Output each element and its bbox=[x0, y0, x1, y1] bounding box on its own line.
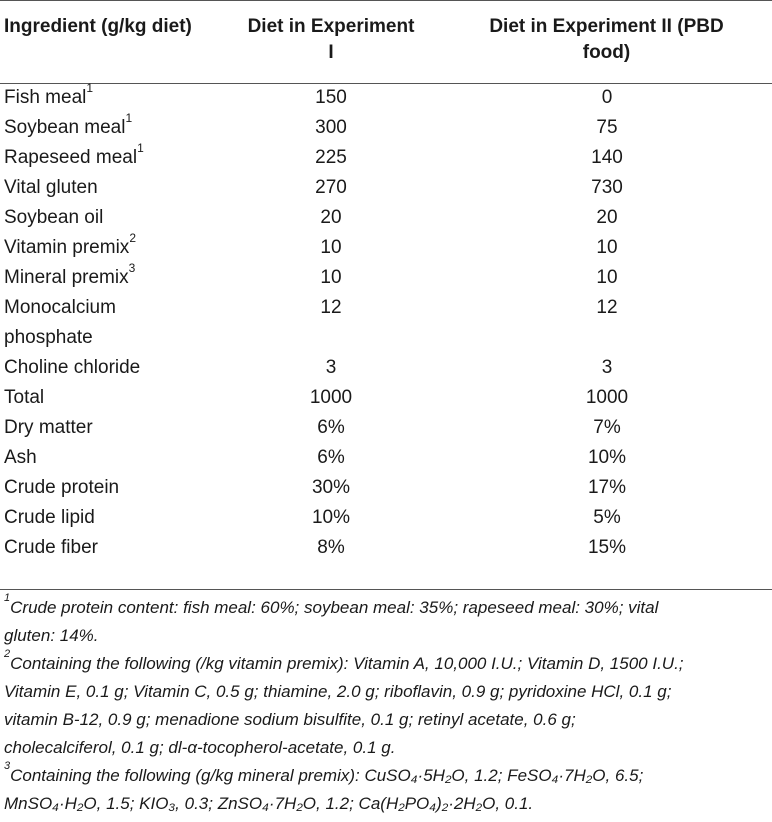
experiment-1-value: 12 bbox=[320, 297, 342, 318]
table-row bbox=[0, 203, 772, 233]
table-row bbox=[0, 473, 772, 503]
experiment-1-value: 8% bbox=[317, 537, 345, 558]
experiment-1-value: 30% bbox=[311, 477, 351, 498]
header-experiment-1 bbox=[240, 0, 422, 69]
ingredient-cell bbox=[0, 69, 240, 113]
header-experiment-2-line1: Diet in Experiment II (PBD bbox=[489, 16, 724, 37]
footnote-2-line-3 bbox=[4, 706, 772, 734]
footnote-2-mark: 2 bbox=[4, 648, 11, 661]
ingredient-cell bbox=[0, 203, 240, 233]
footnote-3-line-2 bbox=[4, 790, 772, 818]
footnotes bbox=[0, 594, 772, 818]
footnote-ref: 2 bbox=[129, 230, 136, 245]
ingredient-name: Soybean meal bbox=[4, 117, 126, 138]
ingredient-name: Mineral premix bbox=[4, 267, 129, 288]
footnote-2-text-cont-b: vitamin B-12, 0.9 g; menadione sodium bisulfite, 0.1 g; retinyl acetate, 0.6 g; bbox=[4, 710, 576, 729]
ingredient-name: Vital gluten bbox=[4, 177, 98, 198]
ingredient-name: Fish meal bbox=[4, 87, 87, 108]
ingredient-name: Crude fiber bbox=[4, 537, 98, 558]
experiment-1-value: 270 bbox=[315, 177, 347, 198]
ingredient-cell bbox=[0, 443, 240, 473]
table-row bbox=[0, 263, 772, 293]
table-row bbox=[0, 173, 772, 203]
ingredient-cell bbox=[0, 503, 240, 533]
footnote-ref: 1 bbox=[137, 140, 144, 155]
experiment-1-value: 10 bbox=[320, 267, 342, 288]
experiment-2-value: 20 bbox=[596, 207, 618, 228]
footnote-3-text-cont: MnSO₄·H₂O, 1.5; KIO₃, 0.3; ZnSO₄·7H₂O, 1.2; Ca(H₂PO₄)₂·2H₂O, 0.1. bbox=[4, 794, 534, 813]
experiment-1-value: 6% bbox=[317, 447, 345, 468]
footnote-3-mark: 3 bbox=[4, 760, 11, 773]
experiment-2-value: 7% bbox=[593, 417, 621, 438]
ingredient-name: Monocalcium bbox=[4, 297, 116, 318]
footnote-2-line-4 bbox=[4, 734, 772, 762]
footnote-ref: 3 bbox=[128, 260, 136, 275]
experiment-2-value: 140 bbox=[591, 147, 623, 168]
table-row bbox=[0, 443, 772, 473]
ingredient-cell bbox=[0, 293, 240, 353]
bottom-rule bbox=[0, 589, 772, 590]
ingredient-cell bbox=[0, 260, 240, 293]
table-row bbox=[0, 413, 772, 443]
experiment-1-value: 225 bbox=[315, 147, 347, 168]
experiment-1-value: 3 bbox=[325, 357, 337, 378]
header-experiment-1-line1: Diet in Experiment bbox=[247, 16, 415, 37]
ingredient-cell bbox=[0, 140, 240, 173]
ingredient-name: Crude protein bbox=[4, 477, 120, 498]
experiment-1-value: 1000 bbox=[309, 387, 353, 408]
ingredient-cell bbox=[0, 173, 240, 203]
ingredient-name-cont: phosphate bbox=[4, 327, 93, 348]
experiment-2-value: 3 bbox=[601, 357, 613, 378]
ingredient-cell bbox=[0, 473, 240, 503]
table-row bbox=[0, 233, 772, 263]
ingredient-cell bbox=[0, 383, 240, 413]
footnote-1-text-cont: gluten: 14%. bbox=[4, 626, 99, 645]
ingredient-name: Soybean oil bbox=[4, 207, 104, 228]
ingredient-cell bbox=[0, 533, 240, 563]
table-row bbox=[0, 69, 772, 113]
footnote-2-text: Containing the following (/kg vitamin premix): Vitamin A, 10,000 I.U.; Vitamin D, 1500 I.U.; bbox=[10, 654, 684, 673]
header-row bbox=[0, 0, 772, 69]
experiment-2-value: 10 bbox=[596, 237, 618, 258]
table-row bbox=[0, 293, 772, 353]
experiment-2-value: 17% bbox=[587, 477, 627, 498]
experiment-1-value: 10 bbox=[320, 237, 342, 258]
footnote-1-text: Crude protein content: fish meal: 60%; soybean meal: 35%; rapeseed meal: 30%; vital bbox=[10, 598, 659, 617]
experiment-1-value: 6% bbox=[317, 417, 345, 438]
experiment-2-value: 75 bbox=[596, 117, 618, 138]
footnote-1-line-2 bbox=[4, 622, 772, 650]
footnote-1-mark: 1 bbox=[4, 592, 11, 605]
table-row bbox=[0, 143, 772, 173]
experiment-2-value: 12 bbox=[596, 297, 618, 318]
ingredient-name: Vitamin premix bbox=[4, 237, 130, 258]
experiment-2-value: 10 bbox=[596, 267, 618, 288]
header-experiment-1-line2: I bbox=[328, 42, 334, 63]
footnote-ref: 1 bbox=[125, 110, 133, 125]
ingredient-name: Ash bbox=[4, 447, 37, 468]
experiment-2-value: 730 bbox=[591, 177, 623, 198]
footnote-ref: 1 bbox=[86, 80, 94, 95]
footnote-1-line-1 bbox=[4, 594, 772, 622]
experiment-2-value: 0 bbox=[601, 87, 613, 108]
experiment-1-value: 150 bbox=[315, 87, 347, 108]
ingredient-cell bbox=[0, 353, 240, 383]
header-experiment-2-line2: food) bbox=[582, 42, 631, 63]
ingredient-name: Choline chloride bbox=[4, 357, 141, 378]
table-row bbox=[0, 353, 772, 383]
experiment-2-value: 10% bbox=[587, 447, 627, 468]
experiment-1-value: 300 bbox=[315, 117, 347, 138]
experiment-2-value: 5% bbox=[593, 507, 621, 528]
table-row bbox=[0, 503, 772, 533]
table-body bbox=[0, 69, 772, 563]
footnote-2-text-cont-a: Vitamin E, 0.1 g; Vitamin C, 0.5 g; thiamine, 2.0 g; riboflavin, 0.9 g; pyridoxine HCl, 0.1 g; bbox=[4, 682, 672, 701]
experiment-2-value: 15% bbox=[587, 537, 627, 558]
table-row bbox=[0, 113, 772, 143]
ingredient-cell bbox=[0, 413, 240, 443]
header-ingredient: Ingredient (g/kg diet) bbox=[4, 16, 192, 37]
experiment-1-value: 20 bbox=[320, 207, 342, 228]
table-row bbox=[0, 533, 772, 563]
footnote-2-text-cont-c: cholecalciferol, 0.1 g; dl-α-tocopherol-acetate, 0.1 g. bbox=[4, 738, 396, 757]
footnote-2-line-1 bbox=[4, 650, 772, 678]
header-experiment-2 bbox=[422, 0, 772, 69]
ingredient-cell bbox=[0, 230, 240, 263]
ingredient-name: Total bbox=[4, 387, 45, 408]
footnote-2-line-2 bbox=[4, 678, 772, 706]
ingredient-name: Dry matter bbox=[4, 417, 93, 438]
footnote-3-text: Containing the following (g/kg mineral premix): CuSO₄·5H₂O, 1.2; FeSO₄·7H₂O, 6.5; bbox=[10, 766, 644, 785]
experiment-2-value: 1000 bbox=[585, 387, 629, 408]
ingredient-name: Crude lipid bbox=[4, 507, 95, 528]
table-row bbox=[0, 383, 772, 413]
footnote-3-line-1 bbox=[4, 762, 772, 790]
ingredient-name: Rapeseed meal bbox=[4, 147, 138, 168]
experiment-1-value: 10% bbox=[311, 507, 351, 528]
ingredient-cell bbox=[0, 110, 240, 143]
